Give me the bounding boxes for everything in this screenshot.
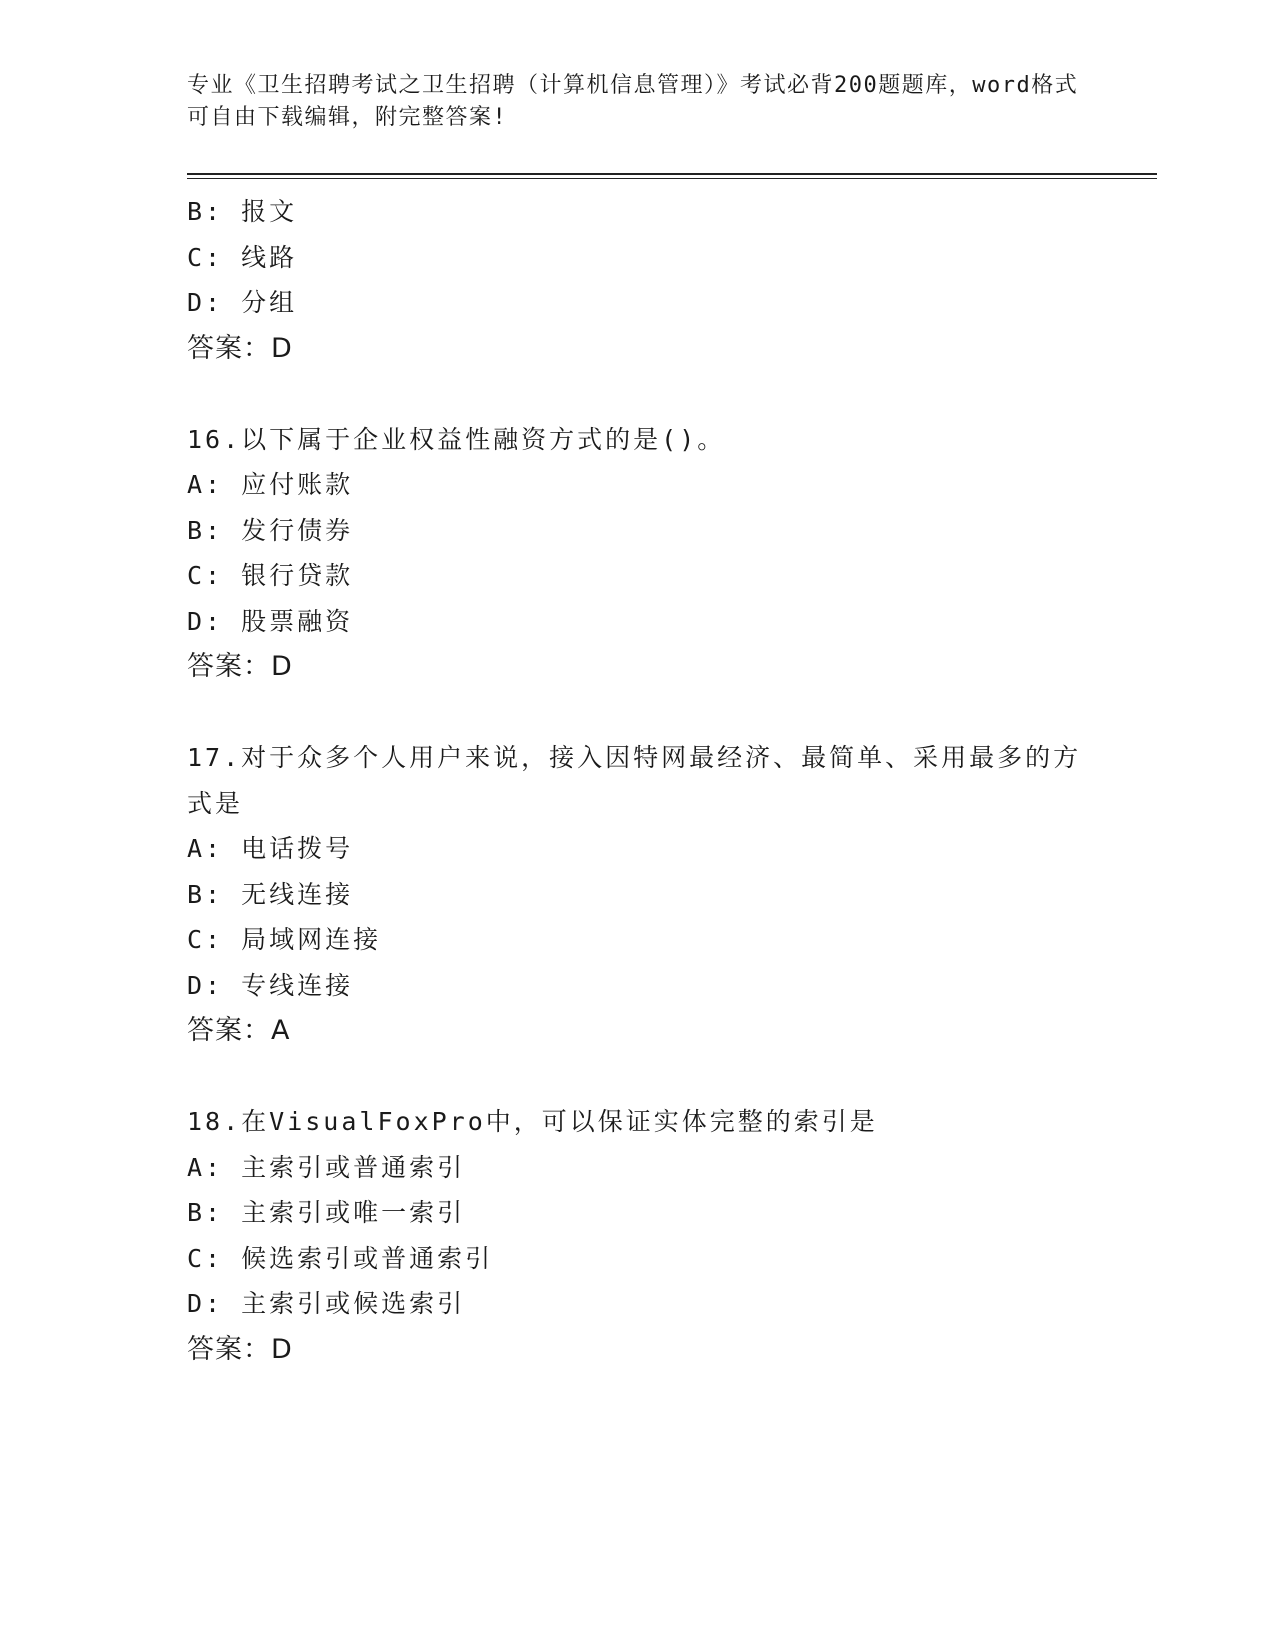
option-c: C: 局域网连接	[187, 925, 382, 954]
option-d: D: 专线连接	[187, 970, 354, 1000]
question-18	[187, 1099, 1157, 1372]
answer-line: 答案：A	[187, 1015, 291, 1046]
divider-thick-line	[187, 173, 1157, 175]
option-a: A: 电话拨号	[187, 834, 354, 863]
question-stem: 18.在VisualFoxPro中，可以保证实体完整的索引是	[187, 1107, 878, 1136]
document-page	[187, 70, 1157, 1372]
answer-line: 答案：D	[187, 332, 293, 364]
option-b: B: 报文	[187, 197, 298, 226]
divider-thin-line	[187, 178, 1157, 179]
answer-line: 答案：D	[187, 1333, 293, 1365]
option-c: C: 候选索引或普通索引	[187, 1243, 494, 1273]
question-17	[187, 735, 1157, 1054]
option-c: C: 线路	[187, 242, 298, 272]
option-d: D: 股票融资	[187, 606, 354, 636]
option-b: B: 无线连接	[187, 879, 354, 909]
continued-question	[187, 189, 1157, 371]
option-b: B: 主索引或唯一索引	[187, 1198, 466, 1227]
option-c: C: 银行贷款	[187, 561, 354, 590]
question-16	[187, 417, 1157, 690]
option-a: A: 应付账款	[187, 470, 354, 499]
question-stem: 16.以下属于企业权益性融资方式的是()。	[187, 424, 726, 454]
header-divider	[187, 173, 1157, 179]
answer-line: 答案：D	[187, 651, 293, 682]
question-stem: 17.对于众多个人用户来说，接入因特网最经济、最简单、采用最多的方式是	[187, 743, 1082, 818]
option-a: A: 主索引或普通索引	[187, 1152, 466, 1182]
option-b: B: 发行债券	[187, 515, 354, 545]
option-d: D: 主索引或候选索引	[187, 1289, 466, 1318]
document-header-title: 专业《卫生招聘考试之卫生招聘（计算机信息管理）》考试必背200题题库，word格式可自由下载编辑，附完整答案!	[187, 73, 1079, 130]
option-d: D: 分组	[187, 288, 298, 317]
